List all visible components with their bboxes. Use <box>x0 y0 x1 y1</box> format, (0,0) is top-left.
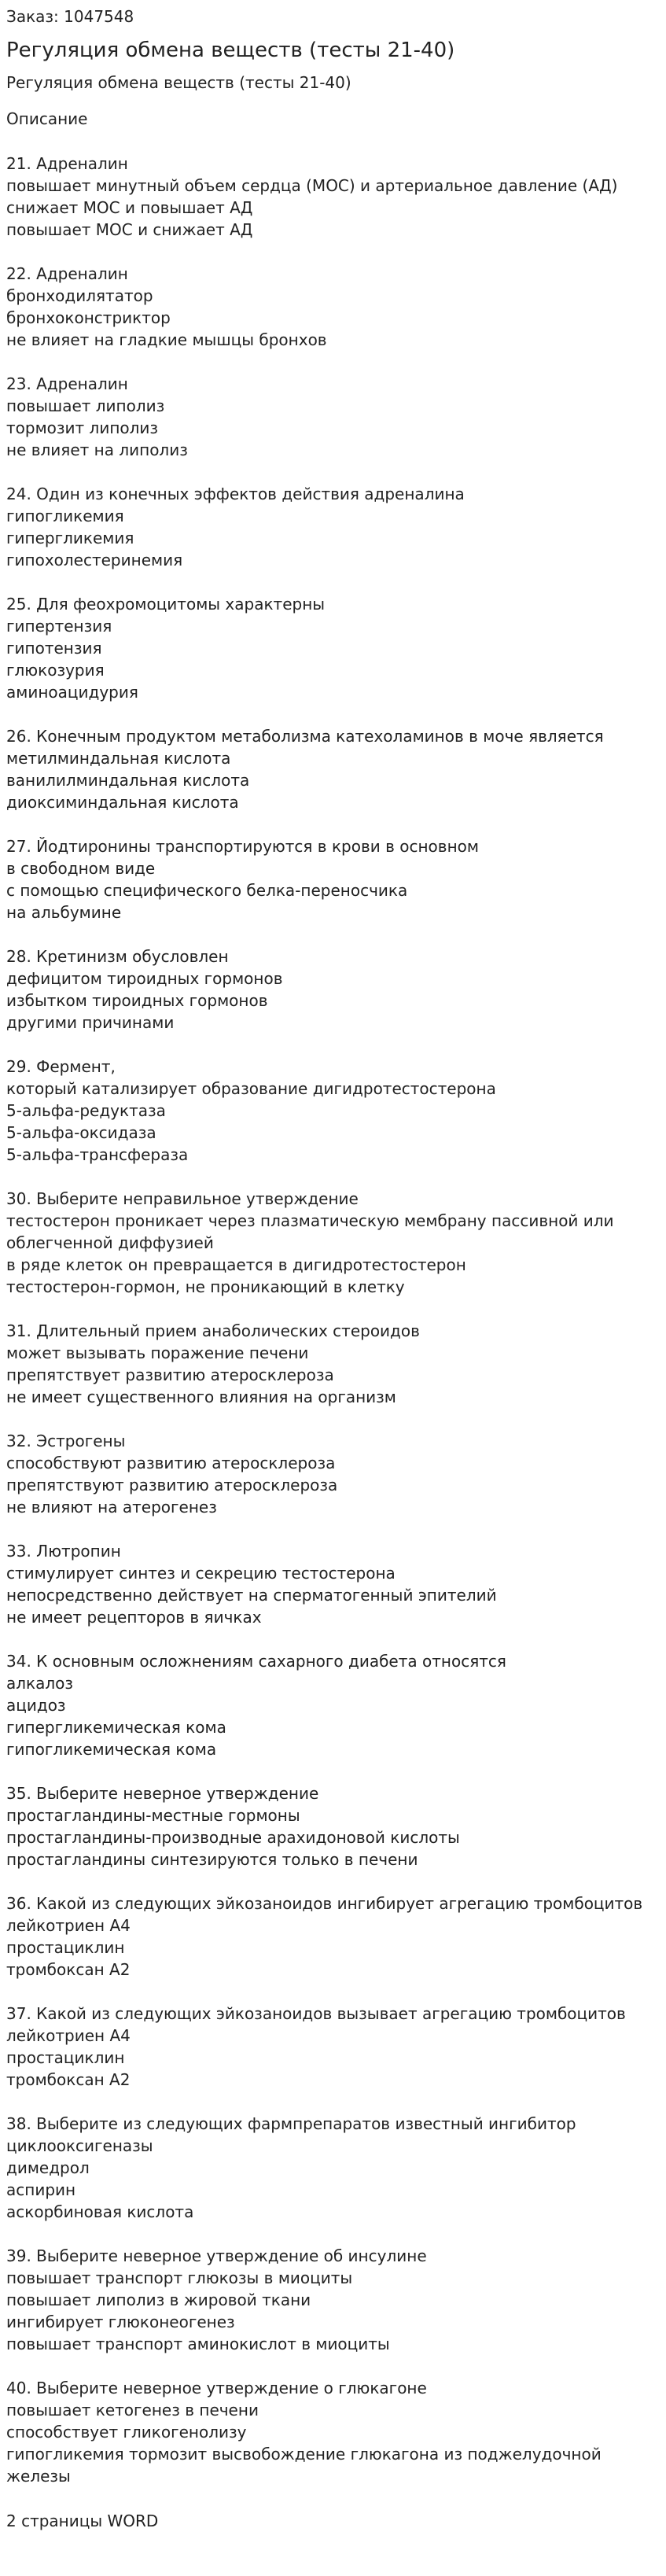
answer-option: тестостерон-гормон, не проникающий в клетку <box>6 1277 405 1296</box>
answer-option: лейкотриен А4 <box>6 2026 131 2045</box>
answer-option: гипотензия <box>6 639 102 658</box>
question-text: 38. Выберите из следующих фармпрепаратов известный ингибитор циклооксигеназы <box>6 2114 576 2155</box>
answer-option: гипогликемия <box>6 507 124 525</box>
answer-option: может вызывать поражение печени <box>6 1343 309 1362</box>
question-block <box>6 1782 660 1870</box>
question-block <box>6 1650 660 1760</box>
question-block <box>6 1540 660 1628</box>
answer-option: тромбоксан А2 <box>6 2070 131 2089</box>
answer-option: тромбоксан А2 <box>6 1960 131 1979</box>
answer-option: другими причинами <box>6 1013 175 1032</box>
answer-option: аскорбиновая кислота <box>6 2202 194 2221</box>
answer-option: в ряде клеток он превращается в дигидротестостерон <box>6 1255 466 1274</box>
answer-option: ванилилминдальная кислота <box>6 771 250 790</box>
answer-option: простагландины-производные арахидоновой кислоты <box>6 1828 460 1847</box>
question-block <box>6 725 660 813</box>
answer-option: бронхоконстриктор <box>6 308 171 327</box>
answer-option: ацидоз <box>6 1696 66 1715</box>
answer-option: гипогликемическая кома <box>6 1740 217 1759</box>
answer-option: гипохолестеринемия <box>6 551 183 569</box>
page-count-footer: 2 страницы WORD <box>6 2512 159 2530</box>
page-subtitle: Регуляция обмена веществ (тесты 21-40) <box>6 73 351 92</box>
question-text: 39. Выберите неверное утверждение об инсулине <box>6 2246 427 2265</box>
answer-option: повышает липолиз в жировой ткани <box>6 2290 311 2309</box>
answer-option: диоксиминдальная кислота <box>6 793 239 812</box>
answer-option: лейкотриен А4 <box>6 1916 131 1935</box>
answer-option: тормозит липолиз <box>6 418 159 437</box>
question-block <box>6 835 660 923</box>
question-block <box>6 2245 660 2355</box>
answer-option: 5-альфа-трансфераза <box>6 1145 189 1164</box>
question-block <box>6 483 660 571</box>
question-text: 23. Адреналин <box>6 374 128 393</box>
answer-option: повышает транспорт глюкозы в миоциты <box>6 2268 353 2287</box>
question-text: 22. Адреналин <box>6 264 128 283</box>
answer-option: который катализирует образование дигидротестостерона <box>6 1079 496 1098</box>
answer-option: гипертензия <box>6 617 112 636</box>
question-block <box>6 2113 660 2223</box>
question-block <box>6 945 660 1034</box>
answer-option: метилминдальная кислота <box>6 749 231 768</box>
answer-option: 5-альфа-редуктаза <box>6 1101 166 1120</box>
question-text: 29. Фермент, <box>6 1057 116 1076</box>
answer-option: простациклин <box>6 1938 125 1957</box>
answer-option: стимулирует синтез и секрецию тестостерона <box>6 1564 396 1583</box>
answer-option: на альбумине <box>6 903 122 922</box>
answer-option: простагландины синтезируются только в печени <box>6 1850 418 1869</box>
answer-option: препятствуют развитию атеросклероза <box>6 1476 338 1494</box>
answer-option: ингибирует глюконеогенез <box>6 2313 235 2331</box>
answer-option: не влияет на липолиз <box>6 440 188 459</box>
answer-option: способствуют развитию атеросклероза <box>6 1454 336 1472</box>
question-block <box>6 1892 660 1981</box>
answer-option: аминоацидурия <box>6 683 138 702</box>
question-block <box>6 263 660 351</box>
answer-option: непосредственно действует на сперматогенный эпителий <box>6 1586 497 1605</box>
question-block <box>6 1430 660 1518</box>
question-text: 24. Один из конечных эффектов действия адреналина <box>6 485 465 503</box>
answer-option: повышает транспорт аминокислот в миоциты <box>6 2335 390 2353</box>
answer-option: тестостерон проникает через плазматическую мембрану пассивной или облегченной диффузией <box>6 1211 614 1252</box>
answer-option: простагландины-местные гормоны <box>6 1806 300 1825</box>
question-text: 27. Йодтиронины транспортируются в крови в основном <box>6 837 479 856</box>
answer-option: повышает кетогенез в печени <box>6 2401 259 2419</box>
answer-option: бронходилятатор <box>6 286 153 305</box>
page-title: Регуляция обмена веществ (тесты 21-40) <box>6 39 455 62</box>
order-number: Заказ: 1047548 <box>6 7 134 26</box>
answer-option: повышает МОС и снижает АД <box>6 220 253 239</box>
answer-option: не имеет рецепторов в яичках <box>6 1608 262 1627</box>
answer-option: препятствует развитию атеросклероза <box>6 1365 334 1384</box>
question-text: 31. Длительный прием анаболических стероидов <box>6 1321 420 1340</box>
answer-option: алкалоз <box>6 1674 74 1693</box>
answer-option: гипогликемия тормозит высвобождение глюкагона из поджелудочной железы <box>6 2445 602 2486</box>
answer-option: глюкозурия <box>6 661 105 680</box>
question-block <box>6 2003 660 2091</box>
question-text: 37. Какой из следующих эйкозаноидов вызывает агрегацию тромбоцитов <box>6 2004 626 2023</box>
answer-option: гипергликемическая кома <box>6 1718 226 1737</box>
answer-option: димедрол <box>6 2158 90 2177</box>
answer-option: аспирин <box>6 2180 76 2199</box>
question-text: 21. Адреналин <box>6 154 128 173</box>
question-block <box>6 1320 660 1408</box>
answer-option: с помощью специфического белка-переносчика <box>6 881 408 900</box>
question-block <box>6 1056 660 1166</box>
question-block <box>6 373 660 461</box>
question-block <box>6 1188 660 1298</box>
question-block <box>6 153 660 241</box>
answer-option: способствует гликогенолизу <box>6 2423 247 2441</box>
question-text: 35. Выберите неверное утверждение <box>6 1784 319 1803</box>
answer-option: повышает минутный объем сердца (МОС) и артериальное давление (АД) <box>6 176 618 195</box>
question-text: 33. Лютропин <box>6 1542 121 1561</box>
answer-option: не влияет на гладкие мышцы бронхов <box>6 330 327 349</box>
question-block <box>6 2377 660 2487</box>
answer-option: дефицитом тироидных гормонов <box>6 969 283 988</box>
answer-option: не влияют на атерогенез <box>6 1498 217 1516</box>
answer-option: снижает МОС и повышает АД <box>6 198 253 217</box>
answer-option: гипергликемия <box>6 529 134 547</box>
question-text: 28. Кретинизм обусловлен <box>6 947 229 966</box>
description-label: Описание <box>6 109 88 128</box>
answer-option: избытком тироидных гормонов <box>6 991 268 1010</box>
answer-option: в свободном виде <box>6 859 156 878</box>
question-block <box>6 593 660 703</box>
answer-option: не имеет существенного влияния на организм <box>6 1388 396 1406</box>
question-text: 40. Выберите неверное утверждение о глюкагоне <box>6 2379 427 2397</box>
question-text: 25. Для феохромоцитомы характерны <box>6 595 326 614</box>
questions-list <box>6 153 660 2487</box>
answer-option: простациклин <box>6 2048 125 2067</box>
question-text: 30. Выберите неправильное утверждение <box>6 1189 359 1208</box>
question-text: 26. Конечным продуктом метаболизма катехоламинов в моче является <box>6 727 604 746</box>
question-text: 34. К основным осложнениям сахарного диабета относятся <box>6 1652 506 1671</box>
answer-option: повышает липолиз <box>6 396 165 415</box>
question-text: 32. Эстрогены <box>6 1432 126 1450</box>
question-text: 36. Какой из следующих эйкозаноидов ингибирует агрегацию тромбоцитов <box>6 1894 643 1913</box>
answer-option: 5-альфа-оксидаза <box>6 1123 156 1142</box>
